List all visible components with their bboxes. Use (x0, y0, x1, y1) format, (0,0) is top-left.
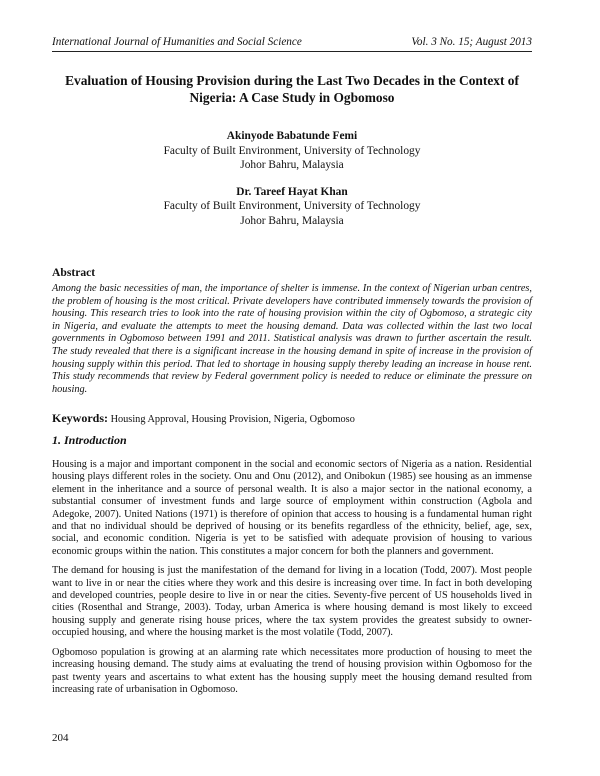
page-number: 204 (52, 732, 69, 744)
keywords (52, 411, 532, 426)
author-name: Akinyode Babatunde Femi (226, 130, 358, 142)
header-divider (52, 51, 532, 52)
author-2 (52, 185, 532, 229)
introduction-body (52, 459, 532, 703)
section-heading-introduction: 1. Introduction (52, 433, 127, 447)
keywords-label: Keywords: (52, 411, 108, 425)
running-header (52, 36, 532, 48)
paragraph: Ogbomoso population is growing at an alarming rate which necessitates more production of housing to meet the increasing housing demand. The study aims at evaluating the trend of housing provision within Ogbomoso for the past twenty years and ascertains to what extent has the housing supply meet the housing demand resulted from increasing rate of urbanisation in Ogbomoso. (52, 646, 532, 695)
abstract-heading: Abstract (52, 266, 96, 279)
journal-name: International Journal of Humanities and Social Science (52, 36, 302, 48)
paper-title: Evaluation of Housing Provision during the Last Two Decades in the Context of Nigeria: A Case Study in Ogbomoso (65, 73, 519, 105)
author-1 (52, 129, 532, 173)
author-affiliation: Faculty of Built Environment, University of Technology (163, 200, 421, 212)
paragraph: The demand for housing is just the manifestation of the demand for living in a location (Todd, 2007). Most people want to live in or near the cities where they work and this desire is increasing over time. In fact in both developing and developed countries, people desire to live in or near the cities. Seventy-five percent of US households lived in cities (Rosenthal and Strange, 2003). Today, urban America is where housing demand is most likely to exceed housing supply and generate rising house prices, where the tax system provides the greatest subsidy to owner-occupied housing, and where the housing market is the most volatile (Todd, 2007). (52, 565, 532, 639)
keywords-text: Housing Approval, Housing Provision, Nigeria, Ogbomoso (110, 414, 355, 425)
abstract-text: Among the basic necessities of man, the importance of shelter is immense. In the context of Nigerian urban centres, the problem of housing is the most critical. Private developers have contributed immensely towards the provision of housing. This research tries to look into the rate of housing provision within the city of Ogbomoso, a strategic city in Nigeria, and evaluate the attempts to meet the housing demand. Data was collected within the last two local governments in Ogbomoso between 1991 and 2011. Statistical analysis was drawn to further ascertain the result. The study revealed that there is a significant increase in the housing demand in spite of increase in the provision of housing supply within this period. That led to shortage in housing supply thereby leading an increase in house rent. This study recommends that review by Federal government policy is needed to reduce or eliminate the pressure on housing. (52, 283, 532, 395)
issue-info: Vol. 3 No. 15; August 2013 (411, 36, 532, 48)
author-block (52, 129, 532, 240)
author-location: Johor Bahru, Malaysia (240, 159, 344, 171)
author-name: Dr. Tareef Hayat Khan (236, 185, 348, 198)
author-location: Johor Bahru, Malaysia (240, 214, 344, 227)
author-affiliation: Faculty of Built Environment, University of Technology (163, 144, 421, 157)
paragraph: Housing is a major and important component in the social and economic sectors of Nigeria as a nation. Residential housing plays different roles in the society. Onu and Onu (2012), and Onibokun (1985) see housing as an immense element in the inheritance and a source of personal wealth. It is also a major sector in the national economy, a substantial consumer of investment funds and large source of employment within construction (Agbola and Adegoke, 2007). United Nations (1971) is therefore of opinion that access to housing is a fundamental human right and that no individual should be deprived of housing or its benefits regardless of the ethnicity, belief, age, sex, social, and economic condition. Nigeria is yet to be satisfied with adequate provision of housing to various economic groups within the nation. This constitutes a major concern for both the planners and government. (52, 459, 532, 557)
